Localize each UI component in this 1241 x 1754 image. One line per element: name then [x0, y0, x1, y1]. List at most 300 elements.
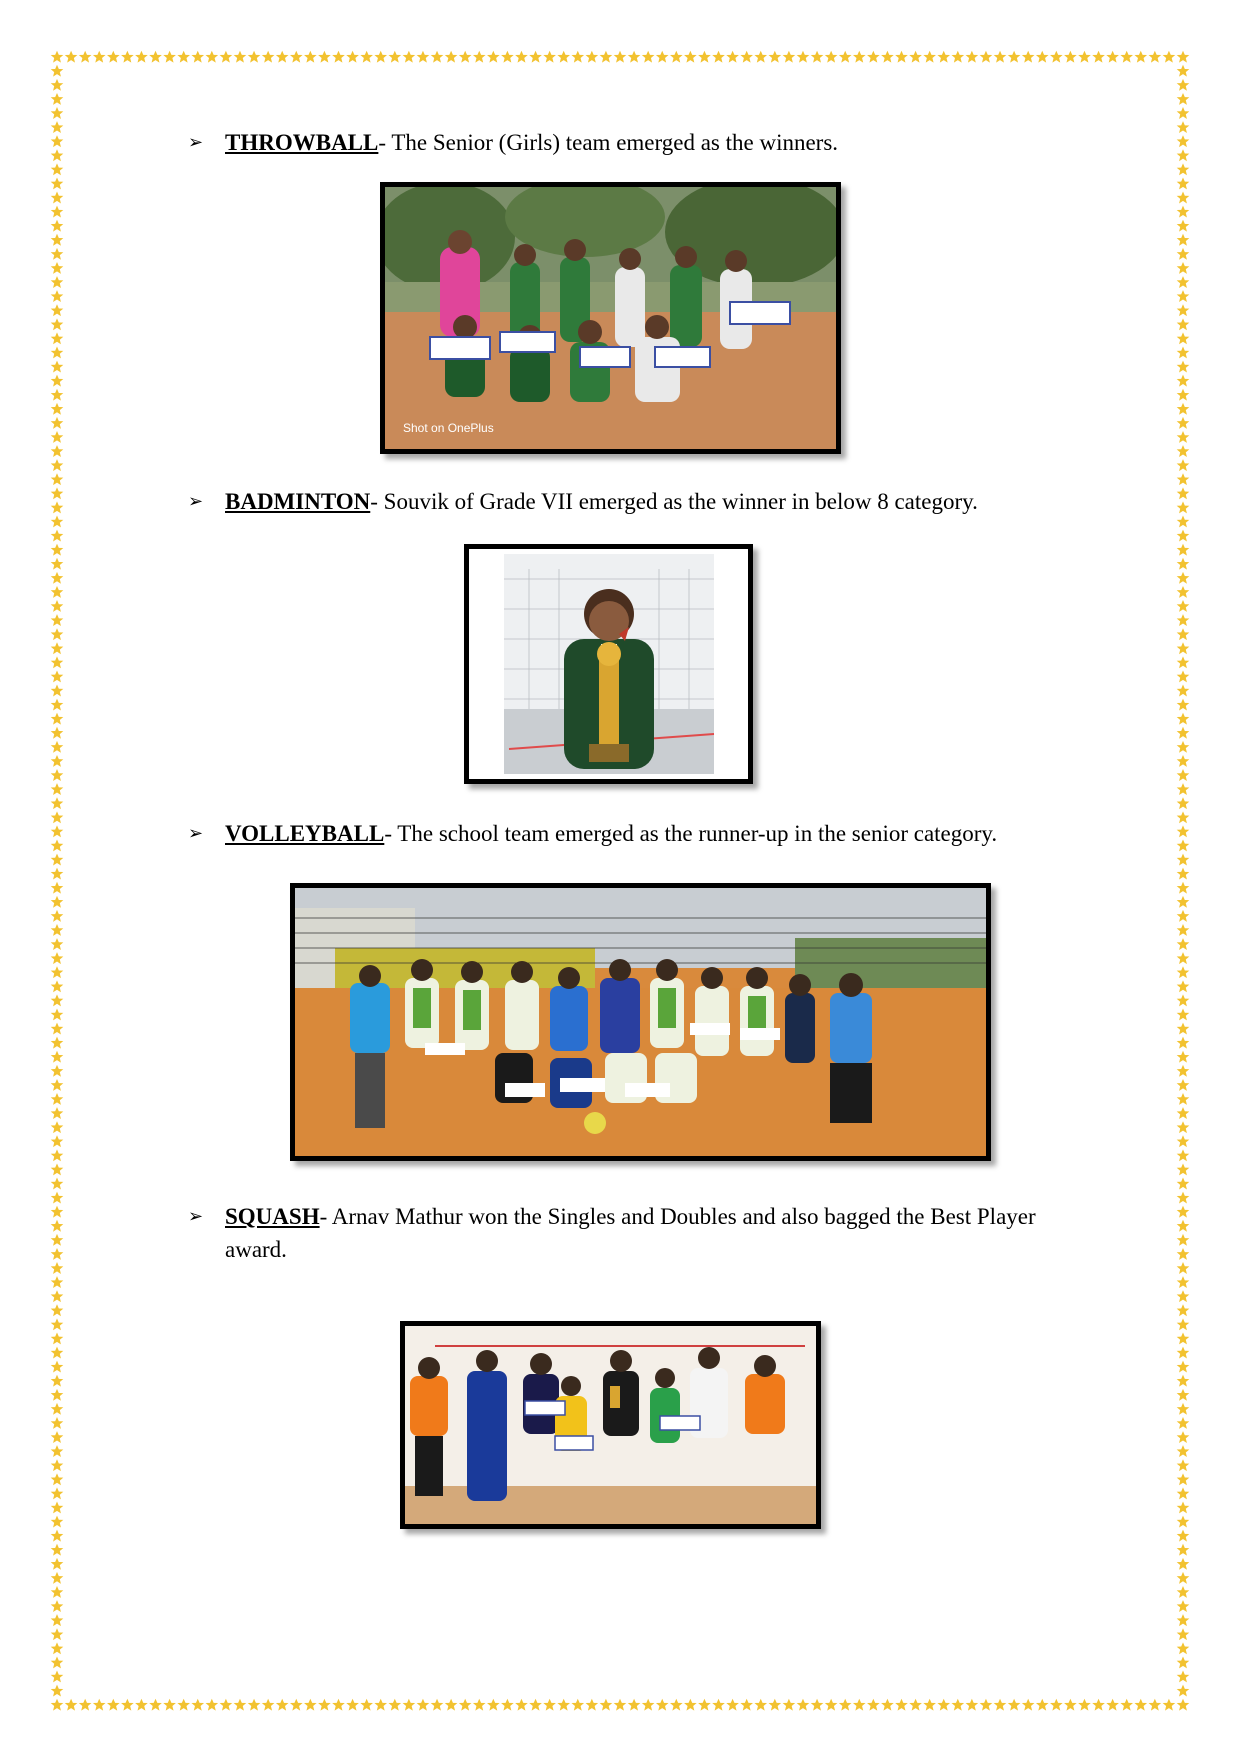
star-icon: [51, 1558, 64, 1570]
star-icon: [51, 1361, 64, 1373]
star-icon: [614, 1699, 627, 1711]
star-icon: [1177, 346, 1190, 358]
star-icon: [51, 1220, 64, 1232]
star-icon: [290, 51, 303, 63]
star-icon: [1177, 1009, 1190, 1021]
star-icon: [374, 51, 387, 63]
star-icon: [825, 1699, 838, 1711]
throwball-text: [225, 126, 1068, 159]
star-icon: [51, 375, 64, 387]
star-icon: [51, 910, 64, 922]
star-icon: [909, 51, 922, 63]
star-icon: [1120, 1699, 1133, 1711]
star-icon: [248, 1699, 261, 1711]
star-icon: [980, 1699, 993, 1711]
star-icon: [994, 51, 1007, 63]
star-icon: [65, 1699, 78, 1711]
star-icon: [107, 51, 120, 63]
star-icon: [557, 51, 570, 63]
star-icon: [51, 1530, 64, 1542]
star-icon: [51, 149, 64, 161]
star-icon: [1177, 1093, 1190, 1105]
star-icon: [952, 1699, 965, 1711]
star-icon: [51, 1699, 64, 1711]
badminton-item: [188, 485, 1068, 518]
star-icon: [1177, 1135, 1190, 1147]
star-icon: [1177, 403, 1190, 415]
star-icon: [1177, 262, 1190, 274]
star-icon: [1177, 1530, 1190, 1542]
star-icon: [1177, 431, 1190, 443]
star-icon: [1177, 1417, 1190, 1429]
throwball-team-photo: [380, 182, 841, 454]
arrow-bullet-icon: ➢: [188, 132, 204, 153]
star-icon: [642, 1699, 655, 1711]
star-icon: [642, 51, 655, 63]
star-icon: [1092, 51, 1105, 63]
star-icon: [177, 51, 190, 63]
star-icon: [1177, 839, 1190, 851]
star-icon: [149, 51, 162, 63]
star-icon: [1163, 51, 1176, 63]
star-icon: [51, 1149, 64, 1161]
star-icon: [51, 304, 64, 316]
star-icon: [1177, 1262, 1190, 1274]
star-icon: [1177, 1079, 1190, 1091]
star-icon: [1177, 135, 1190, 147]
star-icon: [825, 51, 838, 63]
star-icon: [51, 1121, 64, 1133]
star-icon: [1177, 220, 1190, 232]
star-icon: [1177, 1192, 1190, 1204]
star-icon: [51, 417, 64, 429]
star-icon: [51, 1290, 64, 1302]
star-icon: [628, 51, 641, 63]
star-icon: [1177, 966, 1190, 978]
star-icon: [51, 797, 64, 809]
star-icon: [1078, 1699, 1091, 1711]
star-icon: [51, 248, 64, 260]
star-icon: [163, 51, 176, 63]
star-icon: [867, 51, 880, 63]
star-icon: [262, 51, 275, 63]
star-icon: [1177, 1431, 1190, 1443]
star-icon: [1177, 1628, 1190, 1640]
star-icon: [1177, 699, 1190, 711]
badminton-description: - Souvik of Grade VII emerged as the winner in below 8 category.: [370, 489, 978, 514]
star-icon: [1177, 1558, 1190, 1570]
star-icon: [1177, 1403, 1190, 1415]
star-icon: [1177, 938, 1190, 950]
star-icon: [51, 290, 64, 302]
star-icon: [909, 1699, 922, 1711]
star-icon: [881, 51, 894, 63]
star-icon: [51, 656, 64, 668]
star-icon: [51, 332, 64, 344]
star-icon: [937, 51, 950, 63]
star-icon: [51, 614, 64, 626]
star-icon: [177, 1699, 190, 1711]
star-icon: [1177, 177, 1190, 189]
star-icon: [726, 1699, 739, 1711]
star-icon: [529, 51, 542, 63]
star-icon: [304, 51, 317, 63]
star-icon: [1177, 1234, 1190, 1246]
arrow-bullet-icon: ➢: [188, 491, 204, 512]
star-icon: [459, 51, 472, 63]
star-icon: [51, 1206, 64, 1218]
star-icon: [1092, 1699, 1105, 1711]
star-icon: [473, 51, 486, 63]
star-icon: [1064, 51, 1077, 63]
star-icon: [51, 854, 64, 866]
star-icon: [740, 51, 753, 63]
star-icon: [740, 1699, 753, 1711]
star-icon: [51, 1671, 64, 1683]
star-icon: [51, 628, 64, 640]
star-icon: [1177, 670, 1190, 682]
star-icon: [206, 1699, 219, 1711]
star-icon: [51, 769, 64, 781]
star-icon: [1177, 1586, 1190, 1598]
star-icon: [1177, 1685, 1190, 1697]
star-icon: [712, 1699, 725, 1711]
volleyball-item: [188, 817, 1068, 850]
star-icon: [51, 586, 64, 598]
star-icon: [51, 1685, 64, 1697]
star-icon: [937, 1699, 950, 1711]
star-icon: [684, 1699, 697, 1711]
star-icon: [51, 1234, 64, 1246]
star-icon: [51, 1600, 64, 1612]
squash-description: - Arnav Mathur won the Singles and Doubles and also bagged the Best Player award.: [225, 1204, 1036, 1262]
star-icon: [51, 1417, 64, 1429]
star-icon: [445, 51, 458, 63]
star-icon: [1177, 558, 1190, 570]
star-icon: [1036, 51, 1049, 63]
squash-heading: SQUASH: [225, 1204, 320, 1229]
star-icon: [1163, 1699, 1176, 1711]
star-icon: [543, 51, 556, 63]
star-icon: [1177, 1121, 1190, 1133]
star-icon: [811, 1699, 824, 1711]
star-icon: [51, 1009, 64, 1021]
star-icon: [1177, 234, 1190, 246]
star-icon: [51, 65, 64, 77]
star-icon: [431, 1699, 444, 1711]
star-icon: [51, 431, 64, 443]
star-icon: [360, 51, 373, 63]
star-icon: [220, 51, 233, 63]
star-icon: [51, 924, 64, 936]
star-icon: [1177, 1178, 1190, 1190]
star-icon: [51, 220, 64, 232]
star-icon: [1177, 1220, 1190, 1232]
star-icon: [332, 1699, 345, 1711]
star-icon: [769, 1699, 782, 1711]
star-icon: [1177, 1699, 1190, 1711]
star-icon: [1177, 1290, 1190, 1302]
star-icon: [234, 51, 247, 63]
star-icon: [1022, 51, 1035, 63]
star-icon: [1177, 896, 1190, 908]
star-icon: [1177, 1318, 1190, 1330]
star-icon: [726, 51, 739, 63]
star-icon: [1177, 1347, 1190, 1359]
star-icon: [346, 1699, 359, 1711]
star-icon: [51, 1107, 64, 1119]
star-icon: [1177, 1037, 1190, 1049]
photo-watermark: Shot on OnePlus: [403, 421, 494, 435]
star-icon: [1149, 1699, 1162, 1711]
star-icon: [51, 980, 64, 992]
star-icon: [1177, 459, 1190, 471]
star-icon: [1177, 332, 1190, 344]
star-icon: [1177, 1516, 1190, 1528]
star-icon: [1177, 163, 1190, 175]
star-icon: [51, 1023, 64, 1035]
star-icon: [1177, 1375, 1190, 1387]
star-icon: [600, 51, 613, 63]
star-icon: [51, 1332, 64, 1344]
star-icon: [51, 642, 64, 654]
star-icon: [1177, 361, 1190, 373]
star-icon: [403, 1699, 416, 1711]
star-icon: [234, 1699, 247, 1711]
star-icon: [487, 51, 500, 63]
star-icon: [1177, 1487, 1190, 1499]
star-icon: [783, 51, 796, 63]
star-icon: [360, 1699, 373, 1711]
star-icon: [51, 530, 64, 542]
star-icon: [1050, 1699, 1063, 1711]
star-icon: [487, 1699, 500, 1711]
star-icon: [1149, 51, 1162, 63]
star-icon: [1008, 51, 1021, 63]
squash-text: [225, 1200, 1068, 1266]
star-icon: [51, 558, 64, 570]
arrow-bullet-icon: ➢: [188, 1206, 204, 1227]
star-icon: [473, 1699, 486, 1711]
star-icon: [51, 79, 64, 91]
star-icon: [51, 262, 64, 274]
star-icon: [51, 713, 64, 725]
badminton-heading: BADMINTON: [225, 489, 371, 514]
star-icon: [389, 1699, 402, 1711]
star-icon: [1177, 783, 1190, 795]
star-icon: [1177, 1332, 1190, 1344]
star-icon: [1177, 487, 1190, 499]
star-icon: [51, 882, 64, 894]
star-icon: [867, 1699, 880, 1711]
star-icon: [51, 1614, 64, 1626]
star-icon: [1177, 304, 1190, 316]
star-icon: [1177, 516, 1190, 528]
star-icon: [1177, 1389, 1190, 1401]
star-icon: [51, 445, 64, 457]
star-icon: [191, 1699, 204, 1711]
star-icon: [51, 755, 64, 767]
star-icon: [51, 1389, 64, 1401]
star-icon: [51, 121, 64, 133]
star-icon: [839, 51, 852, 63]
star-icon: [51, 685, 64, 697]
star-icon: [1008, 1699, 1021, 1711]
volleyball-heading: VOLLEYBALL: [225, 821, 385, 846]
star-icon: [417, 51, 430, 63]
star-icon: [51, 1642, 64, 1654]
star-icon: [670, 51, 683, 63]
arrow-bullet-icon: ➢: [188, 823, 204, 844]
star-icon: [51, 346, 64, 358]
star-icon: [1177, 530, 1190, 542]
star-icon: [628, 1699, 641, 1711]
star-icon: [1177, 825, 1190, 837]
star-icon: [501, 51, 514, 63]
squash-item: [188, 1200, 1068, 1266]
star-icon: [51, 1192, 64, 1204]
star-icon: [51, 501, 64, 513]
star-icon: [1177, 910, 1190, 922]
star-icon: [1177, 121, 1190, 133]
star-icon: [1177, 741, 1190, 753]
star-icon: [51, 825, 64, 837]
star-icon: [262, 1699, 275, 1711]
star-icon: [1177, 1614, 1190, 1626]
star-icon: [1177, 1206, 1190, 1218]
star-icon: [754, 51, 767, 63]
star-icon: [248, 51, 261, 63]
star-icon: [51, 1375, 64, 1387]
star-icon: [51, 1431, 64, 1443]
star-icon: [51, 938, 64, 950]
star-icon: [1177, 1502, 1190, 1514]
star-icon: [1064, 1699, 1077, 1711]
star-icon: [51, 727, 64, 739]
star-icon: [1022, 1699, 1035, 1711]
star-icon: [51, 896, 64, 908]
star-icon: [1177, 248, 1190, 260]
star-icon: [51, 1347, 64, 1359]
star-icon: [881, 1699, 894, 1711]
star-icon: [1177, 1304, 1190, 1316]
star-icon: [51, 1516, 64, 1528]
star-icon: [403, 51, 416, 63]
star-icon: [374, 1699, 387, 1711]
star-icon: [51, 699, 64, 711]
star-icon: [1177, 107, 1190, 119]
star-icon: [1177, 685, 1190, 697]
star-icon: [1177, 1600, 1190, 1612]
star-icon: [51, 1445, 64, 1457]
star-icon: [51, 600, 64, 612]
star-icon: [51, 966, 64, 978]
star-icon: [51, 318, 64, 330]
star-icon: [51, 783, 64, 795]
star-icon: [51, 516, 64, 528]
star-icon: [1177, 65, 1190, 77]
star-icon: [1177, 1248, 1190, 1260]
star-icon: [614, 51, 627, 63]
star-icon: [1177, 586, 1190, 598]
star-icon: [1177, 1023, 1190, 1035]
star-icon: [1177, 1473, 1190, 1485]
star-icon: [318, 1699, 331, 1711]
star-icon: [1177, 1656, 1190, 1668]
star-icon: [1177, 924, 1190, 936]
star-icon: [51, 544, 64, 556]
volleyball-description: - The school team emerged as the runner-up in the senior category.: [384, 821, 998, 846]
star-icon: [1177, 952, 1190, 964]
star-icon: [51, 1502, 64, 1514]
star-icon: [811, 51, 824, 63]
star-icon: [895, 51, 908, 63]
star-icon: [1036, 1699, 1049, 1711]
star-icon: [853, 51, 866, 63]
star-icon: [1177, 1051, 1190, 1063]
star-icon: [51, 952, 64, 964]
badminton-text: [225, 485, 1068, 518]
star-icon: [51, 1276, 64, 1288]
star-icon: [51, 1572, 64, 1584]
star-icon: [107, 1699, 120, 1711]
star-icon: [51, 389, 64, 401]
star-icon: [1177, 149, 1190, 161]
star-icon: [51, 234, 64, 246]
star-icon: [51, 1318, 64, 1330]
star-icon: [1177, 389, 1190, 401]
star-icon: [51, 403, 64, 415]
star-icon: [1120, 51, 1133, 63]
star-icon: [1177, 1149, 1190, 1161]
star-icon: [966, 1699, 979, 1711]
star-icon: [529, 1699, 542, 1711]
star-icon: [1177, 473, 1190, 485]
star-icon: [51, 459, 64, 471]
star-icon: [1177, 600, 1190, 612]
star-icon: [952, 51, 965, 63]
star-icon: [1177, 614, 1190, 626]
star-icon: [417, 1699, 430, 1711]
star-icon: [1177, 1642, 1190, 1654]
badminton-winner-photo: [464, 544, 753, 784]
star-icon: [1177, 811, 1190, 823]
star-icon: [1177, 713, 1190, 725]
star-icon: [1177, 755, 1190, 767]
star-icon: [276, 1699, 289, 1711]
star-icon: [656, 1699, 669, 1711]
star-icon: [1177, 1572, 1190, 1584]
star-icon: [51, 1065, 64, 1077]
star-icon: [431, 51, 444, 63]
star-icon: [93, 51, 106, 63]
star-icon: [163, 1699, 176, 1711]
star-icon: [1177, 417, 1190, 429]
star-icon: [51, 811, 64, 823]
star-icon: [1177, 572, 1190, 584]
star-icon: [51, 994, 64, 1006]
star-icon: [1177, 318, 1190, 330]
star-icon: [65, 51, 78, 63]
star-icon: [1177, 290, 1190, 302]
star-icon: [980, 51, 993, 63]
star-icon: [994, 1699, 1007, 1711]
star-icon: [51, 1403, 64, 1415]
star-icon: [51, 1093, 64, 1105]
star-icon: [923, 51, 936, 63]
star-icon: [1177, 628, 1190, 640]
star-icon: [51, 107, 64, 119]
